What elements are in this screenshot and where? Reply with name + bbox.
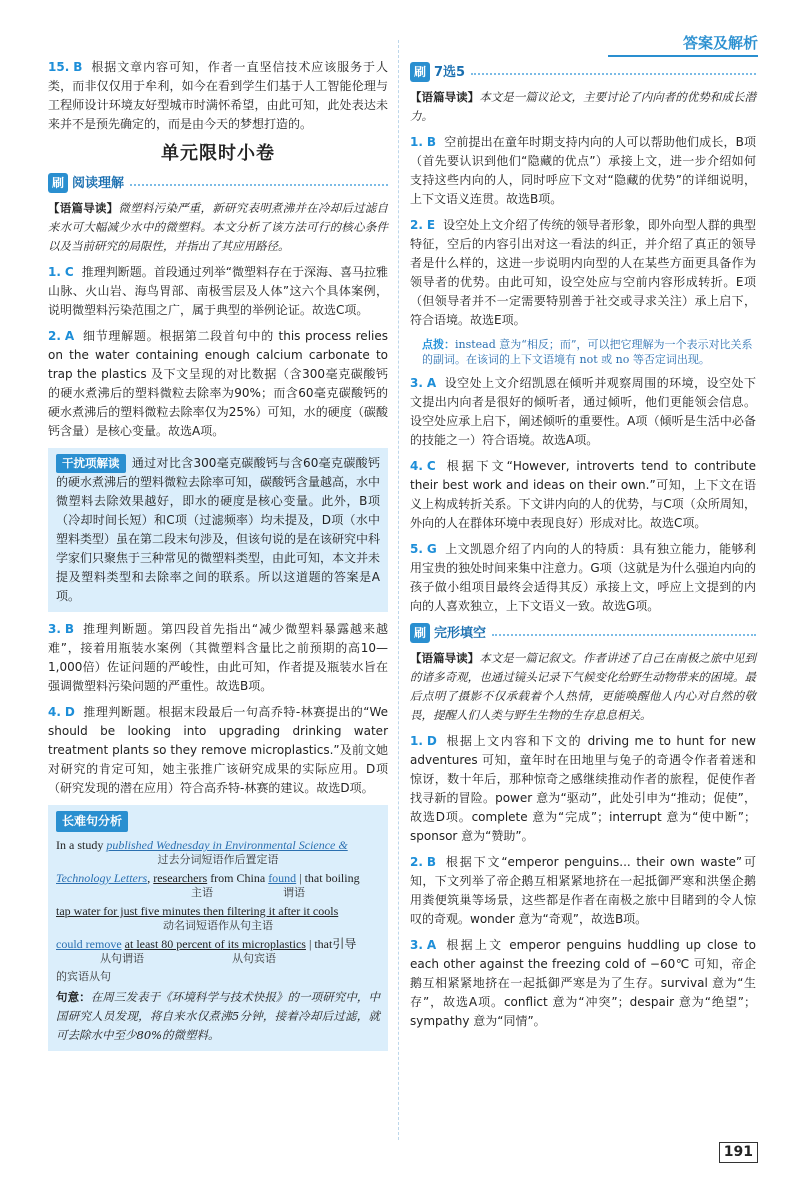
tip-note — [422, 337, 756, 367]
answer-text: 根据上文 emperor penguins huddling up close to each other against the freezing cold of −60℃ 可知，帝企鹅互相紧紧地挤在一起抵御严寒是为了生存。survival 意为“生存”，故选A项。conflict 意为“冲突”；despair 意为“绝望”；sympathy 意为“同情”。 — [410, 938, 756, 1028]
right-column — [410, 62, 756, 1038]
section-title: 完形填空 — [434, 625, 487, 641]
column-divider — [398, 40, 399, 1140]
section-title: 阅读理解 — [72, 175, 125, 191]
guide-label: 【语篇导读】 — [48, 201, 119, 215]
answer-text: 上文凯恩介绍了内向的人的特质：具有独立能力，能够利用宝贵的独处时间来集中注意力。G项（这就是为什么强迫内向的孩子做小组项目最终会适得其反）承接上文，呼应上文提到的内向的人喜欢独立，上下文语义一致。故选G项。 — [410, 542, 756, 613]
answer-text: 设空处上文介绍了传统的领导者形象，即外向型人群的典型特征，空后的内容引出对这一看法的纠正，并介绍了真正的领导者是什么样的，这进一步说明内向型的人在某些方面更具备作为领导者的优势。由此可知，设空处应与空前内容形成转折。E项（但领导者并不一定需要特别善于社交或寻求关注）承上启下，符合语境。故选E项。 — [410, 218, 756, 327]
annotation: 从句谓语 — [100, 952, 144, 965]
answer-2 — [410, 216, 756, 330]
tip-text: instead 意为“相反；而”，可以把它理解为一个表示对比关系的副词。在该词的上下文语境有 not 或 no 等否定词出现。 — [422, 338, 753, 366]
distractor-analysis-box — [48, 448, 388, 612]
answer-4 — [410, 457, 756, 533]
answer-letter: G — [426, 542, 437, 556]
answer-1 — [410, 732, 756, 846]
section-cloze — [410, 623, 756, 643]
annotation: 动名词短语作从句主语 — [163, 919, 273, 932]
answer-number: 2. — [410, 218, 423, 232]
brush-icon: 刷 — [48, 173, 68, 193]
sentence-segment: researchers — [153, 871, 208, 885]
sentence-line-2: Technology Letters, researchers from China found | that boiling — [56, 871, 360, 885]
answer-3 — [410, 936, 756, 1031]
tip-label: 点拨： — [422, 338, 455, 351]
section-title: 7选5 — [434, 64, 466, 80]
annotation: 从句宾语 — [232, 952, 276, 965]
answer-text: 推理判断题。首段通过列举“微塑料存在于深海、喜马拉雅山脉、火山岩、海鸟胃部、南极雪层及人体”这六个具体案例，说明微塑料污染范围之广，属于典型的举例论证。故选C项。 — [48, 265, 388, 317]
answer-2 — [48, 327, 388, 441]
sentence-segment: published Wednesday in Environmental Science & — [106, 838, 348, 852]
answer-1 — [48, 263, 388, 320]
answer-number: 1. — [410, 135, 423, 149]
guide-label: 【语篇导读】 — [410, 651, 480, 665]
unit-title: 单元限时小卷 — [161, 143, 275, 164]
answer-letter: C — [64, 265, 74, 279]
answer-text: 空前提出在童年时期支持内向的人可以帮助他们成长，B项（首先要认识到他们“隐藏的优点”）承接上文，进一步介绍如何支持这些内向的人，同时呼应下文对“隐藏的优势”的详细说明，上下文语义连贯。故选B项。 — [410, 135, 756, 206]
brush-icon: 刷 — [410, 623, 430, 643]
sentence-segment: at least 80 percent of its microplastics — [124, 937, 306, 951]
answer-2 — [410, 853, 756, 929]
answer-number: 2. — [410, 855, 423, 869]
answer-letter: B — [426, 855, 437, 869]
answer-number: 4. — [410, 459, 423, 473]
answer-number: 3. — [410, 376, 423, 390]
section-header: 答案及解析 — [682, 34, 758, 52]
sentence-segment: In a study — [56, 838, 104, 852]
guide-text: 本文是一篇记叙文。作者讲述了自己在南极之旅中见到的诸多奇观，也通过镜头记录下气候变化给野生动物带来的困境。最后点明了摄影不仅承载着个人热情，更能唤醒他人内心对自然的敬畏，提醒人们人类与野生生物的生存息息相关。 — [410, 651, 757, 722]
brush-icon: 刷 — [410, 62, 430, 82]
answer-text: 细节理解题。根据第二段首句中的 this process relies on the water containing enough calcium carbonate to trap the plastics 及下文呈现的对比数据（含300毫克碳酸钙的硬水煮沸后的塑料微粒去除率为90%；而含60毫克碳酸钙的硬水煮沸后的塑料微粒去除率仅为25%）可知，水的硬度（碳酸钙含量）是核心变量。故选A项。 — [48, 329, 388, 438]
header-rule — [608, 55, 758, 57]
answer-text: 根据上文内容和下文的 driving me to hunt for new adventures 可知，童年时在田地里与兔子的奇遇令作者着迷和惊讶，数十年后，那种惊奇之感继续推动作者的旅程，促使作者找寻新的冒险。power 意为“驱动”，此处引申为“推动；促使”，故选D项。complete 意为“完成”；interrupt 意为“使中断”；sponsor 意为“赞助”。 — [410, 734, 756, 843]
translation-text: 在周三发表于《环境科学与技术快报》的一项研究中，中国研究人员发现，将自来水仅煮沸5分钟，接着冷却后过滤，就可去除水中至少80%的微塑料。 — [56, 990, 381, 1042]
answer-number: 2. — [48, 329, 61, 343]
answer-4 — [48, 703, 388, 798]
guide-text: 本文是一篇议论文，主要讨论了内向者的优势和成长潜力。 — [410, 90, 757, 123]
annotation: 的宾语从句 — [56, 970, 111, 983]
sentence-translation — [56, 988, 380, 1045]
answer-text: 推理判断题。根据末段最后一句高乔特-林赛提出的“We should be looking into upgrading drinking water treatment plants so they remove microplastics.”及前文她对研究的肯定可知，她主张推广该研究成果的实际应用。D项（研究发现的潜在应用）符合高乔特-林赛的建议。故选D项。 — [48, 705, 388, 795]
answer-letter: A — [64, 329, 75, 343]
answer-number: 5. — [410, 542, 423, 556]
answer-letter: E — [426, 218, 436, 232]
translation-label: 句意： — [56, 990, 91, 1004]
sentence-line-1 — [56, 838, 380, 853]
answer-letter: D — [64, 705, 75, 719]
sentence-line-4 — [56, 937, 380, 952]
answer-number: 3. — [410, 938, 423, 952]
guide-text: 微塑料污染严重，新研究表明煮沸并在冷却后过滤自来水可大幅减少水中的微塑料。本文分析了该方法可行的核心条件以及当前研究的局限性，并指出了其应用路径。 — [48, 201, 389, 253]
answer-5 — [410, 540, 756, 616]
sentence-segment: could remove — [56, 937, 122, 951]
annotation: 谓语 — [283, 886, 305, 899]
annotation: 过去分词短语作后置定语 — [157, 853, 279, 866]
answer-letter: C — [426, 459, 436, 473]
left-column — [48, 58, 388, 1059]
sentence-segment: from China — [210, 871, 266, 885]
answer-number: 4. — [48, 705, 61, 719]
answer-text: 根据下文“emperor penguins... their own waste”可知，下文列举了帝企鹅互相紧紧地挤在一起抵御严寒和洪堡企鹅用粪便筑巢等场景，这些都是作者在南极之旅中目睹到的令人惊叹的奇观。wonder 意为“奇观”，故选B项。 — [410, 855, 756, 926]
box-tag: 长难句分析 — [56, 811, 128, 832]
sentence-line-3: tap water for just five minutes then filtering it after it cools — [56, 904, 339, 918]
passage-guide — [410, 88, 756, 126]
answer-3 — [410, 374, 756, 450]
answer-number: 15. — [48, 60, 70, 74]
sentence-segment: found — [268, 871, 297, 885]
answer-letter: D — [426, 734, 437, 748]
annotation: 主语 — [191, 886, 213, 899]
passage-guide — [410, 649, 756, 725]
page-number: 191 — [719, 1142, 758, 1163]
answer-1 — [410, 133, 756, 209]
answer-letter: B — [426, 135, 437, 149]
annotation-row — [56, 886, 380, 900]
sentence-analysis-box — [48, 805, 388, 1051]
answer-letter: A — [426, 376, 437, 390]
answer-number: 3. — [48, 622, 61, 636]
sentence-segment: | that boiling — [299, 871, 360, 885]
dotted-rule — [130, 184, 388, 186]
section-reading — [48, 173, 388, 193]
answer-letter: A — [426, 938, 437, 952]
answer-letter: B — [73, 60, 83, 74]
section-7of5 — [410, 62, 756, 82]
answer-text: 根据下文“However, introverts tend to contribute their best work and ideas on their own.”可知，上下文在语义上构成转折关系。下文讲内向的人的优势，与C项（众所周知，外向的人在群体环境中表现良好）形成对比。故选C项。 — [410, 459, 756, 530]
answer-letter: B — [64, 622, 75, 636]
box-tag: 干扰项解读 — [56, 454, 126, 473]
answer-text: 推理判断题。第四段首先指出“减少微塑料暴露越来越难”，接着用瓶装水案例（其微塑料含量比之前预期的高10—1,000倍）佐证问题的严峻性，由此可知，作者提及瓶装水旨在强调微塑料污染问题的严重性。故选B项。 — [48, 622, 388, 693]
answer-text: 根据文章内容可知，作者一直坚信技术应该服务于人类，而非仅仅用于牟利，如今在看到学生们基于人工智能伦理与工程师设计环境友好型城市时满怀希望，由此可知，此处表达未来并不是预先确定的，而是由今天的梦想打造的。 — [48, 60, 388, 131]
answer-number: 1. — [410, 734, 423, 748]
dotted-rule — [471, 73, 756, 75]
sentence-segment: Technology Letters — [56, 871, 148, 885]
annotation-row — [56, 952, 380, 966]
answer-number: 1. — [48, 265, 61, 279]
guide-label: 【语篇导读】 — [410, 90, 480, 104]
sentence-segment: | that引导 — [308, 937, 357, 951]
answer-text: 设空处上文介绍凯恩在倾听并观察周围的环境，设空处下文提出内向者是很好的倾听者，通过倾听，他们更能领会信息。设空处应承上启下，阐述倾听的重要性。A项（倾听是生活中必备的技能之一）符合语境。故选A项。 — [410, 376, 756, 447]
dotted-rule — [492, 634, 756, 636]
box-text: 通过对比含300毫克碳酸钙与含60毫克碳酸钙的硬水煮沸后的塑料微粒去除率可知，碳酸钙含量越高，水中微塑料去除效果越好，即水的硬度是核心变量。此外，B项（冷却时间长短）和C项（过滤频率）均未提及，D项（水中塑料类型）虽在第二段末句涉及，但该句说的是在该研究中科学家们只聚焦于三种常见的微塑料类型，由此可知，本文并未提及塑料类型和去除率之间的联系。所以这道题的答案是A项。 — [56, 456, 381, 603]
passage-guide — [48, 199, 388, 256]
answer-3 — [48, 620, 388, 696]
answer-15 — [48, 58, 388, 134]
